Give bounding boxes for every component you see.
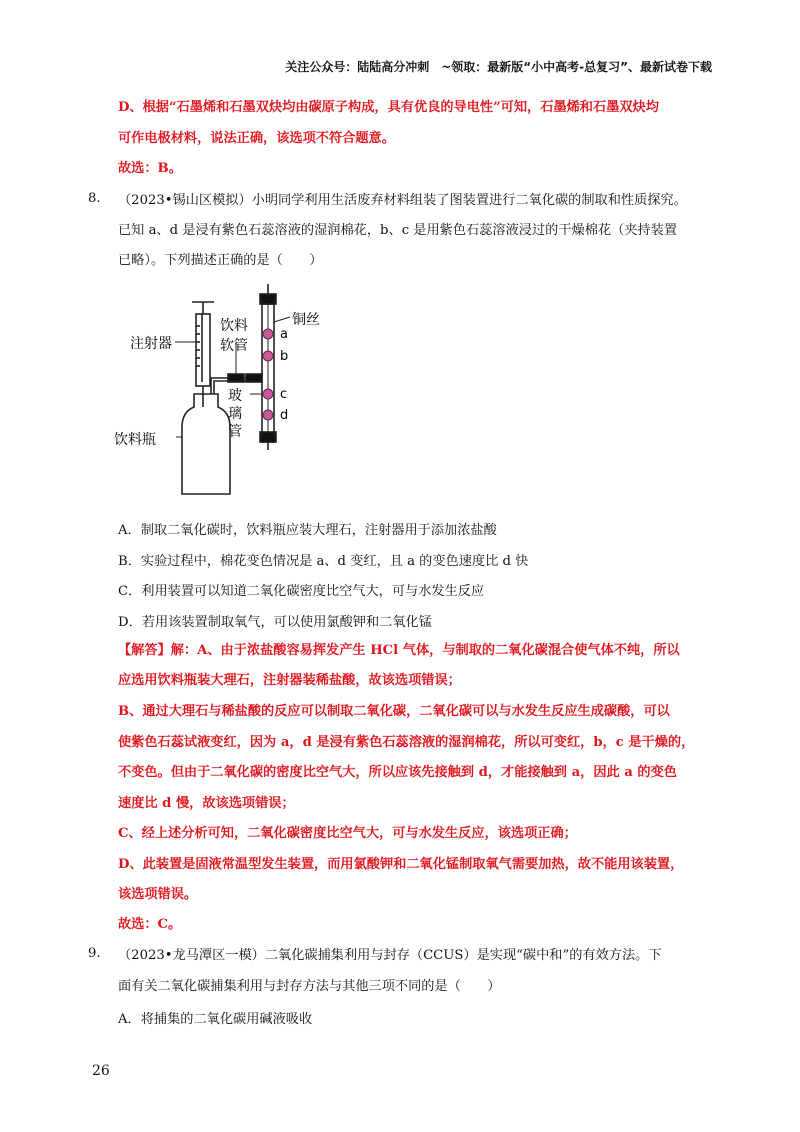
- question-text: （2023•龙马潭区一模）二氧化碳捕集利用与封存（CCUS）是实现“碳中和”的有效方法。下: [118, 948, 662, 963]
- answer-line: 使紫色石蕊试液变红，因为 a，d 是浸有紫色石蕊溶液的湿润棉花，所以可变红，b，c 是干燥的，: [118, 735, 695, 750]
- answer-line: 不变色。但由于二氧化碳的密度比空气大，所以应该先接触到 d，才能接触到 a，因此 a 的变色: [118, 765, 677, 780]
- prev-answer-d-line2: 可作电极材料，说法正确，该选项不符合题意。: [118, 131, 395, 146]
- glass-label-2: 璃: [228, 406, 242, 422]
- cotton-a-label: a: [280, 327, 288, 342]
- question-text: 已知 a、d 是浸有紫色石蕊溶液的湿润棉花，b、c 是用紫色石蕊溶液浸过的干燥棉花（夹持装置: [118, 223, 678, 238]
- answer-line: C、经上述分析可知，二氧化碳密度比空气大，可与水发生反应，该选项正确；: [118, 826, 577, 841]
- option-a: A．制取二氧化碳时，饮料瓶应装大理石，注射器用于添加浓盐酸: [118, 523, 497, 538]
- page-number: 26: [92, 1063, 110, 1079]
- option-c: C．利用装置可以知道二氧化碳密度比空气大，可与水发生反应: [118, 584, 485, 599]
- tube-label-1: 饮料: [220, 318, 248, 334]
- option-d: D．若用该装置制取氧气，可以使用氯酸钾和二氧化锰: [118, 615, 432, 630]
- cotton-b-label: b: [280, 349, 289, 364]
- wire-label: 铜丝: [292, 312, 320, 328]
- bottle-label: 饮料瓶: [114, 432, 156, 448]
- tube-label-2: 软管: [220, 338, 248, 354]
- page-header: 关注公众号：陆陆高分冲刺 ~领取：最新版“小中高考-总复习”、最新试卷下载: [285, 60, 712, 74]
- answer-line: 该选项错误。: [118, 887, 198, 902]
- answer-choice: 故选：C。: [118, 917, 182, 932]
- question-number: 8.: [88, 191, 101, 206]
- answer-line: B、通过大理石与稀盐酸的反应可以制取二氧化碳，二氧化碳可以与水发生反应生成碳酸，可以: [118, 704, 670, 719]
- syringe-label: 注射器: [130, 336, 172, 352]
- glass-label-3: 管: [228, 424, 242, 440]
- option-a: A．将捕集的二氧化碳用碱液吸收: [118, 1012, 313, 1027]
- answer-text: 解：A、由于浓盐酸容易挥发产生 HCl 气体，与制取的二氧化碳混合使气体不纯，所以: [170, 643, 680, 658]
- option-b: B．实验过程中，棉花变色情况是 a、d 变红，且 a 的变色速度比 d 快: [118, 554, 529, 569]
- question-number: 9.: [88, 946, 101, 961]
- answer-line: [118, 641, 680, 661]
- answer-line: 应选用饮料瓶装大理石，注射器装稀盐酸，故该选项错误；: [118, 673, 461, 688]
- cotton-d-label: d: [280, 408, 289, 423]
- cotton-c-label: c: [280, 387, 288, 402]
- answer-line: D、此装置是固液常温型发生装置，而用氯酸钾和二氧化锰制取氧气需要加热，故不能用该装置，: [118, 857, 684, 872]
- question-text: 面有关二氧化碳捕集利用与封存方法与其他三项不同的是（ ）: [118, 979, 501, 994]
- answer-line: 速度比 d 慢，故该选项错误；: [118, 796, 295, 811]
- prev-answer-choice: 故选：B。: [118, 161, 182, 176]
- apparatus-figure: [110, 282, 350, 504]
- glass-label-1: 玻: [228, 388, 242, 404]
- question-text: （2023•锡山区模拟）小明同学利用生活废弃材料组装了图装置进行二氧化碳的制取和性质探究。: [118, 193, 687, 208]
- answer-tag: 【解答】: [118, 643, 171, 658]
- prev-answer-d-line1: D、根据“石墨烯和石墨双炔均由碳原子构成，具有优良的导电性”可知，石墨烯和石墨双炔均: [118, 100, 659, 115]
- question-text: 已略）。下列描述正确的是（ ）: [118, 253, 323, 268]
